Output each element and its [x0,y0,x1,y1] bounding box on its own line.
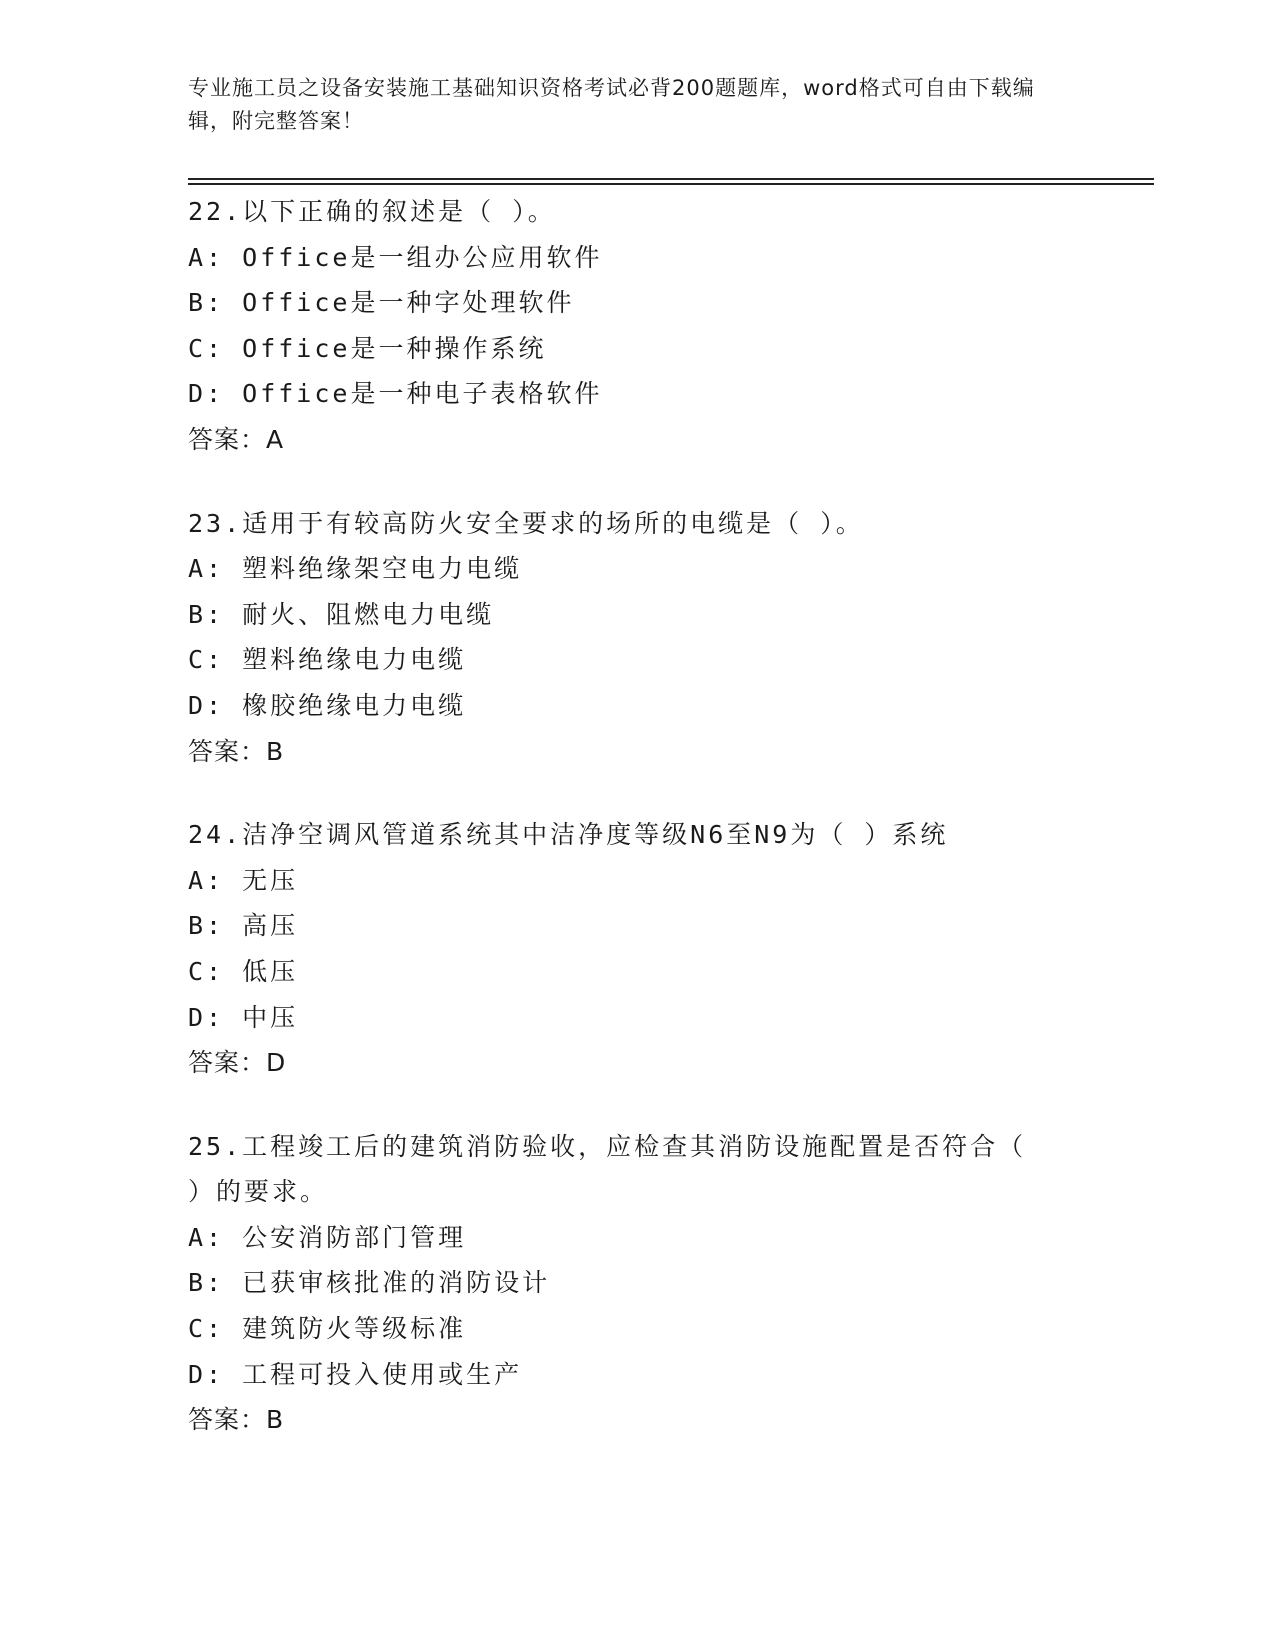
question-22 [188,189,1088,463]
header-divider-top [188,178,1154,180]
question-23 [188,501,1088,775]
option-a: A: 无压 [188,865,299,895]
question-stem: 25.工程竣工后的建筑消防验收，应检查其消防设施配置是否符合（ ）的要求。 [188,1131,1045,1207]
question-25 [188,1124,1088,1443]
question-stem: 22.以下正确的叙述是（ ）。 [188,197,556,226]
option-a: A: 塑料绝缘架空电力电缆 [188,554,523,584]
answer-label: 答案：B [188,1405,285,1435]
option-a: A: Office是一组办公应用软件 [188,242,603,272]
header-divider-bottom [188,183,1154,185]
option-a: A: 公安消防部门管理 [188,1222,467,1252]
answer-label: 答案：D [188,1048,287,1078]
option-d: D: 橡胶绝缘电力电缆 [188,690,467,720]
question-24 [188,812,1088,1086]
option-b: B: 高压 [188,911,299,941]
option-d: D: Office是一种电子表格软件 [188,379,603,409]
question-stem: 24.洁净空调风管道系统其中洁净度等级N6至N9为（ ）系统 [188,820,949,850]
question-list [188,189,1088,1481]
option-c: C: 低压 [188,956,299,986]
document-header: 专业施工员之设备安装施工基础知识资格考试必背200题题库，word格式可自由下载编辑，附完整答案！ [188,76,1035,133]
option-d: D: 中压 [188,1002,299,1032]
question-stem: 23.适用于有较高防火安全要求的场所的电缆是（ ）。 [188,508,864,538]
option-c: C: 建筑防火等级标准 [188,1314,467,1344]
option-c: C: Office是一种操作系统 [188,333,547,363]
answer-label: 答案：B [188,736,285,766]
option-c: C: 塑料绝缘电力电缆 [188,645,467,675]
option-b: B: 已获审核批准的消防设计 [188,1268,551,1298]
option-b: B: 耐火、阻燃电力电缆 [188,599,495,629]
answer-label: 答案：A [188,424,285,454]
option-d: D: 工程可投入使用或生产 [188,1359,523,1389]
option-b: B: Office是一种字处理软件 [188,288,575,318]
